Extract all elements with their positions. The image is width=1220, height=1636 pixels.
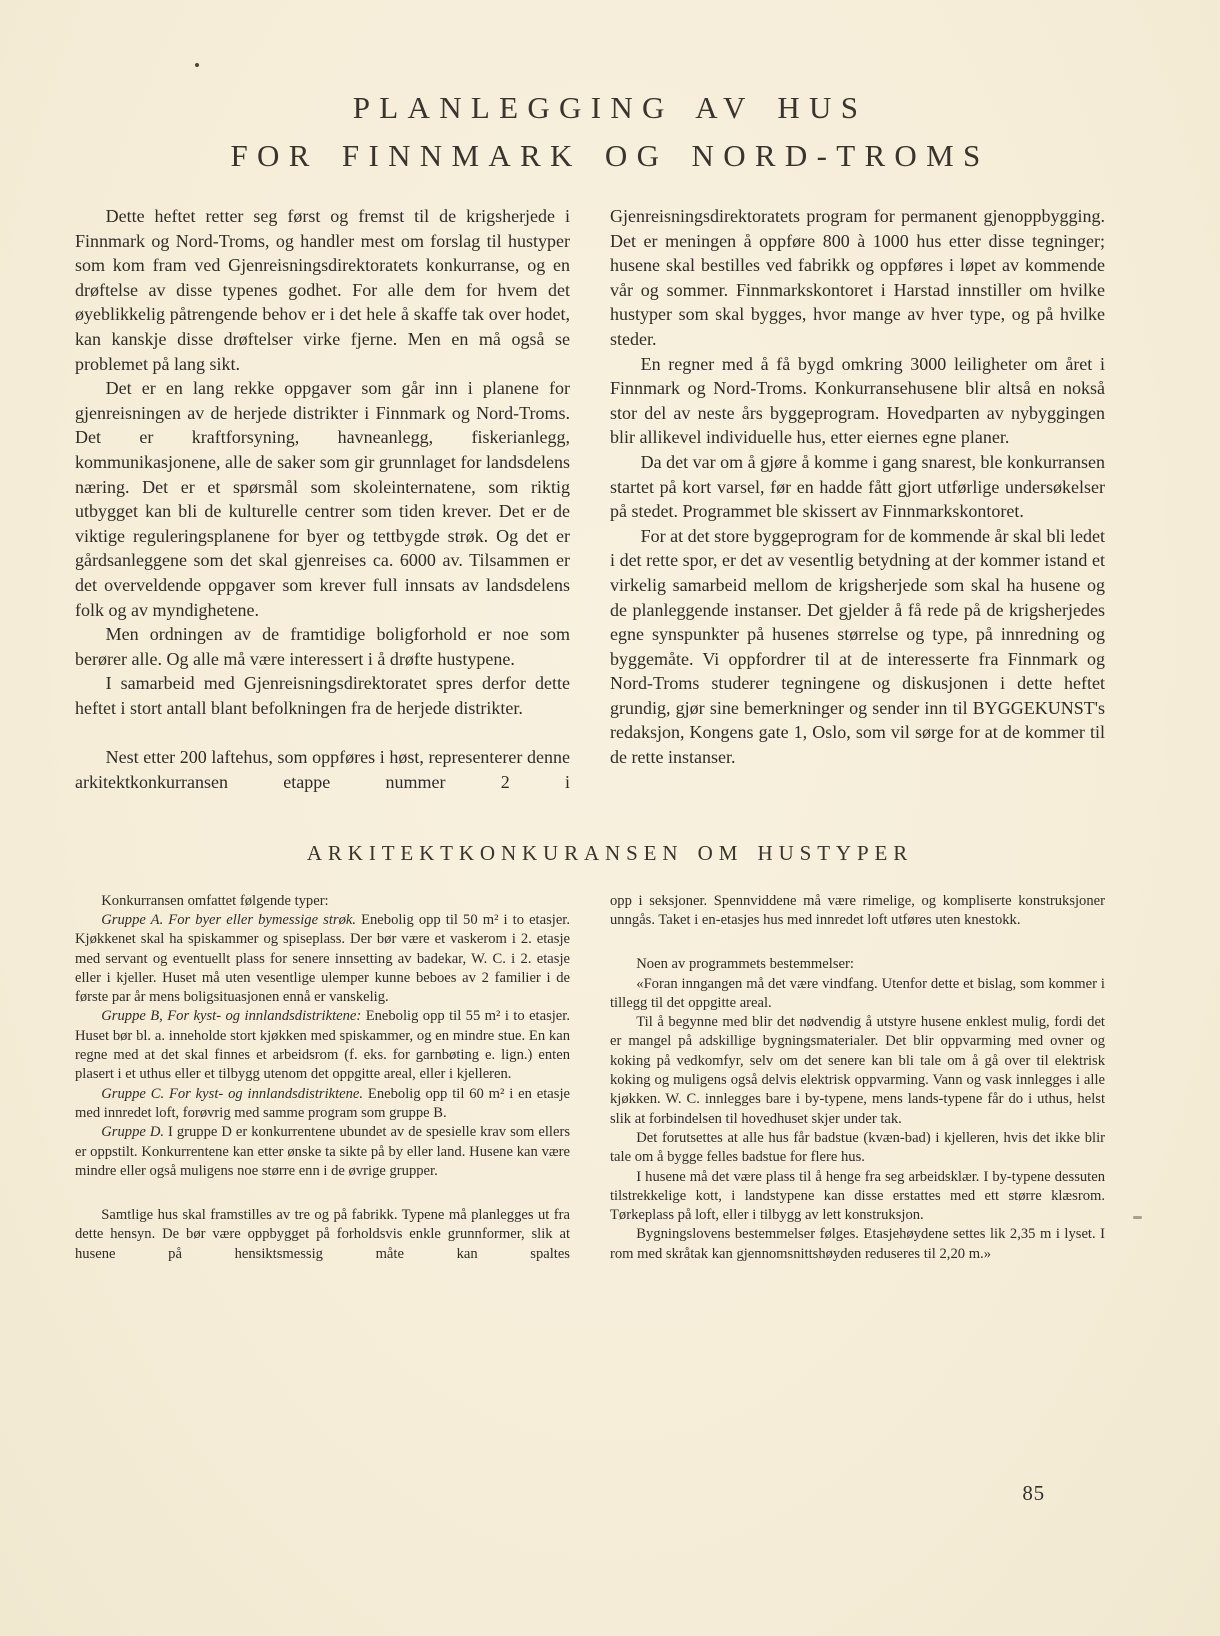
group-d-lead: Gruppe D. <box>101 1124 165 1141</box>
group-a-text: Enebolig opp til 50 m² i to etasjer. Kjøkkenet skal ha spiskammer og spiseplass. Der bør være et vaskerom i 2. etasje med servant og eventuellt plass for senere innsetting av badekar, W. C. i 2. etasje eller i kjeller. Huset må uten vesentlige ulemper kunne beboes av 2 familier i de første par år mens boligsituasjonen ennå er vanskelig. <box>75 911 571 1006</box>
paragraph: Gjenreisningsdirektoratets program for permanent gjenoppbygging. Det er meningen å oppføre 800 à 1000 hus etter disse tegninger; husene skal bestilles ved fabrikk og oppføres i løpet av kommende vår og sommer. Finnmarkskontoret i Harstad innstiller om hvilke hustyper som skal bygges, hvor mange av hver type, og på hvilke steder. <box>610 206 1105 349</box>
page-title-line2: FOR FINNMARK OG NORD-TROMS <box>230 138 990 173</box>
group-c-lead: Gruppe C. For kyst- og innlandsdistriktene. <box>101 1085 364 1102</box>
paragraph-group-a <box>75 911 570 1007</box>
group-c-text: Enebolig opp til 60 m² i en etasje med innredet loft, forøvrig med samme program som gruppe B. <box>75 1085 570 1121</box>
paper-speck <box>195 63 199 67</box>
competition-section <box>0 892 1220 1264</box>
paragraph: «Foran inngangen må det være vindfang. Utenfor dette et bislag, som kommer i tillegg til det oppgitte areal. <box>610 975 1105 1011</box>
paper-speck <box>1133 1216 1142 1219</box>
paragraph: I husene må det være plass til å henge fra seg arbeidsklær. I by-typene dessuten tilstrekkelige kott, i landstypene kan disse erstattes med ett større klæsrom. Tørkeplass på loft, eller i tilbygg av lett konstruksjon. <box>610 1168 1105 1224</box>
intro-left-column <box>75 204 570 795</box>
paragraph: Dette heftet retter seg først og fremst til de krigsherjede i Finnmark og Nord-Troms, og handler mest om forslag til hustyper som kom fram ved Gjenreisningsdirektoratets konkurranse, og en drøftelse av disse typenes godhet. For alle dem for hvem det øyeblikkelig påtrengende behov er i det hele å skaffe tak over hodet, kan kanskje disse drøftelser virke fjerne. Men en må også se problemet på lang sikt. <box>75 206 570 374</box>
page-title <box>0 0 1220 176</box>
paragraph: Men ordningen av de framtidige boligforhold er noe som berører alle. Og alle må være interessert i å drøfte hustypene. <box>75 624 570 669</box>
paragraph-group-d <box>75 1123 570 1181</box>
paragraph: Det forutsettes at alle hus får badstue (kvæn-bad) i kjelleren, hvis det ikke blir tale om å bygge felles badstue for flere hus. <box>610 1129 1105 1166</box>
competition-left-column <box>75 892 570 1264</box>
group-b-text: Enebolig opp til 55 m² i to etasjer. Huset bør bl. a. inneholde stort kjøkken med spiskammer, og en mindre stue. En kan regne med at det skal finnes et arbeidsrom (f. eks. for garnbøting e. lign.) enten plasert i et uthus eller et tilbygg utenom det oppgitte areal, eller i kjelleren. <box>75 1008 570 1083</box>
paragraph: En regner med å få bygd omkring 3000 leiligheter om året i Finnmark og Nord-Troms. Konkurransehusene blir altså en nokså stor del av neste års byggeprogram. Hovedparten av nybyggingen blir allikevel individuelle hus, etter eiernes egne planer. <box>610 353 1105 448</box>
intro-section <box>0 204 1220 795</box>
paragraph: Bygningslovens bestemmelser følges. Etasjehøydene settes lik 2,35 m i lyset. I rom med skråtak kan gjennomsnittshøyden reduseres til 2,20 m.» <box>610 1226 1105 1262</box>
intro-right-column <box>610 204 1105 795</box>
paragraph: opp i seksjoner. Spennviddene må være rimelige, og kompliserte konstruksjoner unngås. Taket i en-etasjes hus med innredet loft utføres uten knestokk. <box>610 892 1105 928</box>
group-d-text: I gruppe D er konkurrentene ubundet av de spesielle krav som ellers er oppstilt. Konkurrentene kan etter ønske ta sikte på by eller land. Husene kan være mindre eller også muligens noe større enn i de øvrige grupper. <box>75 1124 570 1179</box>
page-title-line1: PLANLEGGING AV HUS <box>352 90 868 125</box>
paragraph: Til å begynne med blir det nødvendig å utstyre husene enklest mulig, fordi det er mangel på adskillige bygningsmaterialer. Det blir oppvarming med ovner og koking på vedkomfyr, selv om det senere kan bli tale om å gå over til elektrisk koking og muligens også delvis elektrisk oppvarming. Vann og vask innlegges i alle kjøkken. W. C. innlegges bare i by-typene, mens lands-typene får do i uthus, helst slik at forbindelsen til hovedhuset skjer under tak. <box>610 1014 1105 1127</box>
paragraph: I samarbeid med Gjenreisningsdirektoratet spres derfor dette heftet i stort antall blant befolkningen fra de herjede distrikter. <box>75 673 570 718</box>
page-number: 85 <box>1022 1481 1045 1505</box>
paragraph-group-c <box>75 1085 570 1124</box>
section-heading: ARKITEKTKONKURANSEN OM HUSTYPER <box>306 840 914 865</box>
paragraph: For at det store byggeprogram for de kommende år skal bli ledet i det rette spor, er det av vesentlig betydning at der kommer istand et virkelig samarbeid mellom de krigsherjede som skal ha husene og de planleggende instanser. Det gjelder å få rede på de krigsherjedes egne synspunkter på husenes størrelse og type, på innredning og byggemåte. Vi oppfordrer til at de interesserte fra Finnmark og Nord-Troms studerer tegningene og diskusjonen i dette heftet grundig, gjør sine bemerkninger og sender inn til BYGGEKUNST's redaksjon, Kongens gate 1, Oslo, som vil sørge for at de kommer til de rette instanser. <box>610 525 1105 768</box>
group-a-lead: Gruppe A. For byer eller bymessige strøk. <box>101 911 356 928</box>
paragraph-group-b <box>75 1007 570 1084</box>
paragraph: Konkurransen omfattet følgende typer: <box>101 892 329 909</box>
paragraph: Da det var om å gjøre å komme i gang snarest, ble konkurransen startet på kort varsel, før en hadde fått gjort utførlige undersøkelser på stedet. Programmet ble skissert av Finnmarkskontoret. <box>610 451 1105 522</box>
paragraph: Noen av programmets bestemmelser: <box>636 956 854 973</box>
paragraph: Nest etter 200 laftehus, som oppføres i høst, representerer denne arkitektkonkurransen etappe nummer 2 i <box>75 747 570 793</box>
competition-right-column <box>610 892 1105 1264</box>
paragraph: Det er en lang rekke oppgaver som går inn i planene for gjenreisningen av de herjede distrikter i Finnmark og Nord-Troms. Det er kraftforsyning, havneanlegg, fiskerianlegg, kommunikasjonene, alle de saker som gir grunnlaget for landsdelens næring. Det er et spørsmål som skoleinternatene, som riktig utbygget kan bli de kulturelle centrer som tiden krever. Det er de viktige reguleringsplanene for byer og tettbygde strøk. Og det er gårdsanleggene som det skal gjenreises ca. 6000 av. Tilsammen er det overveldende oppgaver som krever full innsats av landsdelens folk og av myndighetene. <box>75 378 570 620</box>
group-b-lead: Gruppe B, For kyst- og innlandsdistriktene: <box>101 1008 362 1025</box>
paragraph: Samtlige hus skal framstilles av tre og på fabrikk. Typene må planlegges ut fra dette hensyn. De bør være oppbygget på forholdsvis enkle grunnformer, slik at husene på hensiktsmessig måte kan spaltes <box>75 1207 570 1262</box>
